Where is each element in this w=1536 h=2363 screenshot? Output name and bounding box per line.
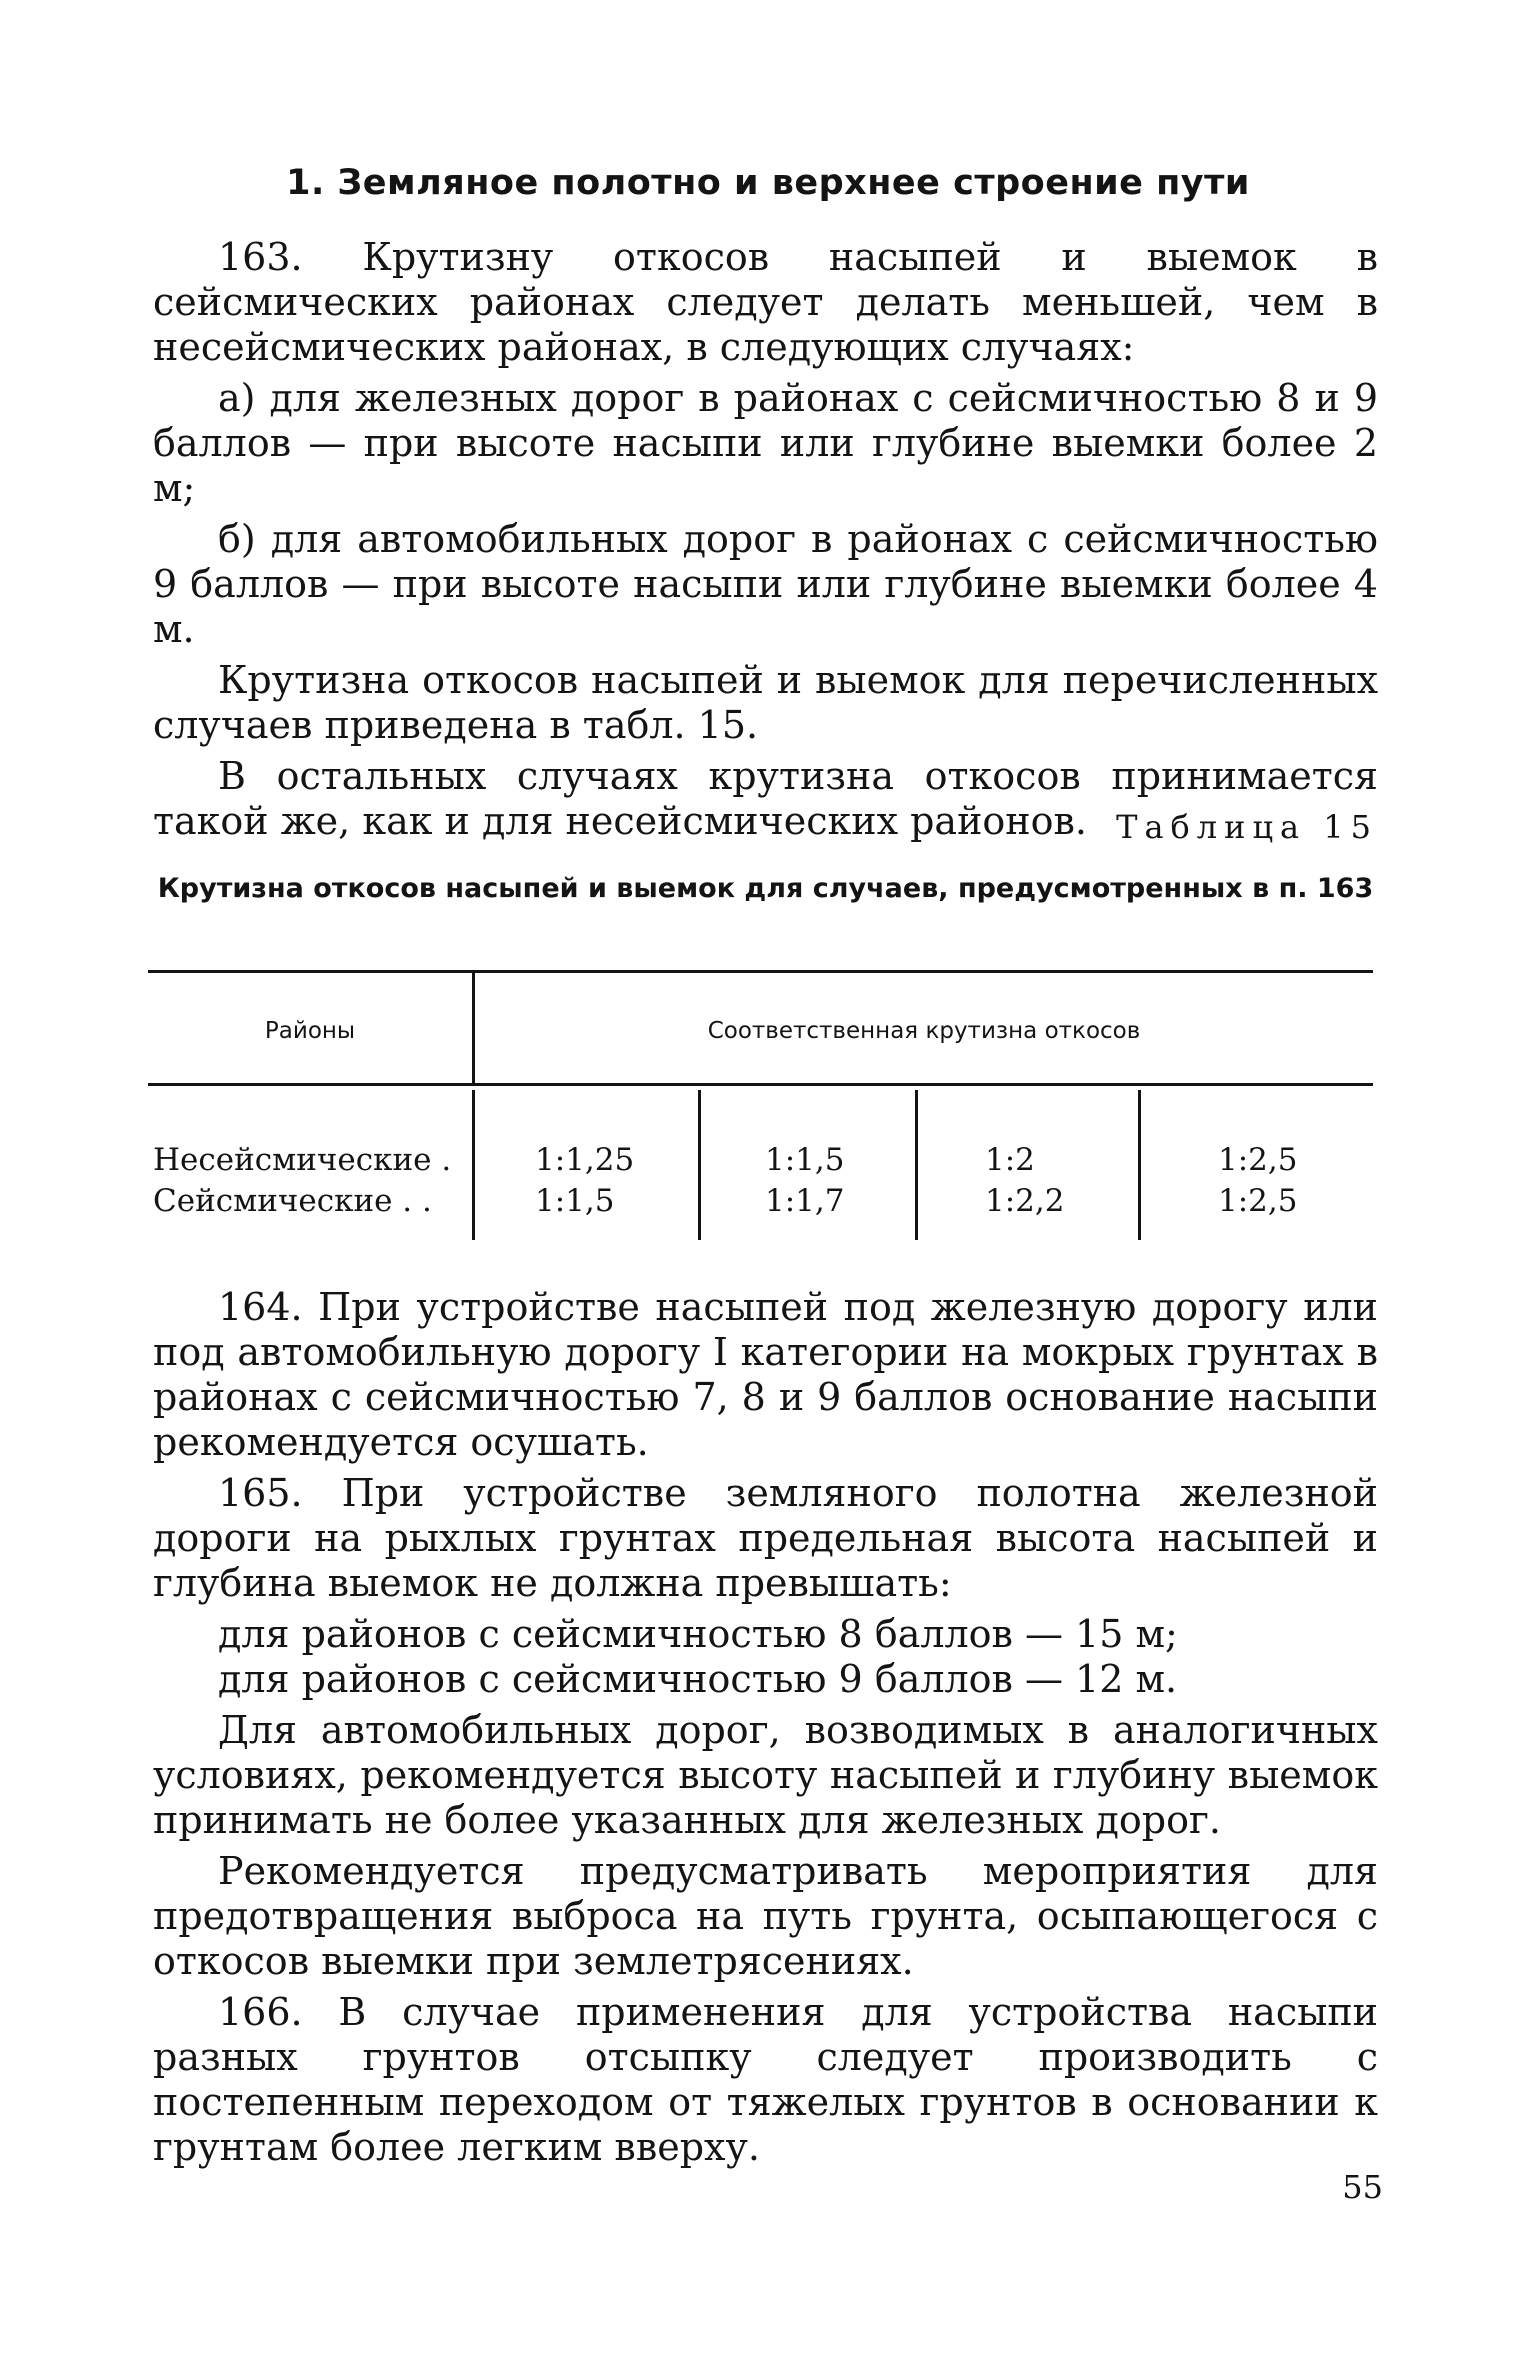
table-cell: 1:2,5: [1218, 1142, 1298, 1178]
table-column-2: [765, 1140, 844, 1222]
paragraph-measures: Рекомендуется предусматривать мероприятия для предотвращения выброса на путь грунта, осыпающегося с откосов выемки при землетрясениях.: [153, 1849, 1378, 1983]
table-column-1: [535, 1140, 634, 1222]
table-top-rule: [148, 970, 1373, 973]
table-cell: 1:1,5: [765, 1142, 845, 1178]
paragraph-164: 164. При устройстве насыпей под железную дорогу или под автомобильную дорогу I категории на мокрых грунтах в районах с сейсмичностью 7, 8 и 9 баллов основание насыпи рекомендуется осушать.: [153, 1285, 1378, 1464]
table-cell: 1:1,5: [535, 1183, 615, 1219]
row-region-seismic: Сейсмические . .: [153, 1183, 432, 1219]
table-column-divider-2: [698, 1090, 701, 1240]
table-column-4: [1218, 1140, 1297, 1222]
table-cell: 1:2,5: [1218, 1183, 1298, 1219]
list-item-b: б) для автомобильных дорог в районах с сейсмичностью 9 баллов — при высоте насыпи или глубине выемки более 4 м.: [153, 517, 1378, 651]
limit-8-points: для районов с сейсмичностью 8 баллов — 15 м;: [218, 1612, 1178, 1656]
body-text-bottom: [153, 1285, 1378, 2176]
limit-9-points: для районов с сейсмичностью 9 баллов — 12 м.: [218, 1657, 1178, 1701]
list-item-a: а) для железных дорог в районах с сейсмичностью 8 и 9 баллов — при высоте насыпи или глубине выемки более 2 м;: [153, 376, 1378, 510]
table-cell: 1:2: [985, 1142, 1035, 1178]
table-column-divider-1: [472, 1090, 475, 1240]
table-label: Таблица 15: [1116, 808, 1378, 846]
paragraph-table-reference: Крутизна откосов насыпей и выемок для перечисленных случаев приведена в табл. 15.: [153, 658, 1378, 747]
table-column-divider-3: [915, 1090, 918, 1240]
table-column-divider-4: [1138, 1090, 1141, 1240]
table-row: [153, 1140, 451, 1222]
table-header-rule: [148, 1083, 1373, 1086]
paragraph-highways: Для автомобильных дорог, возводимых в аналогичных условиях, рекомендуется высоту насыпей и глубину выемок принимать не более указанных для железных дорог.: [153, 1708, 1378, 1842]
paragraph-163: 163. Крутизну откосов насыпей и выемок в сейсмических районах следует делать меньшей, чем в несейсмических районах, в следующих случаях:: [153, 235, 1378, 369]
table-column-3: [985, 1140, 1064, 1222]
row-region-non-seismic: Несейсмические .: [153, 1142, 452, 1178]
table-caption: Крутизна откосов насыпей и выемок для случаев, предусмотренных в п. 163: [157, 873, 1374, 904]
table-header-region: Районы: [264, 1018, 356, 1044]
paragraph-166: 166. В случае применения для устройства насыпи разных грунтов отсыпку следует производить с постепенным переходом от тяжелых грунтов в основании к грунтам более легким вверху.: [153, 1990, 1378, 2169]
paragraph-165: 165. При устройстве земляного полотна железной дороги на рыхлых грунтах предельная высота насыпей и глубина выемок не должна превышать:: [153, 1471, 1378, 1605]
table-cell: 1:1,7: [765, 1183, 845, 1219]
table-cell: 1:2,2: [985, 1183, 1065, 1219]
page-number: 55: [1342, 2168, 1383, 2206]
paragraph-other-cases: В остальных случаях крутизна откосов принимается такой же, как и для несейсмических районов.: [153, 754, 1378, 843]
body-text-top: [153, 235, 1378, 850]
section-heading: 1. Земляное полотно и верхнее строение пути: [286, 163, 1250, 203]
table-header-values: Соответственная крутизна откосов: [707, 1018, 1141, 1044]
table-cell: 1:1,25: [535, 1142, 635, 1178]
